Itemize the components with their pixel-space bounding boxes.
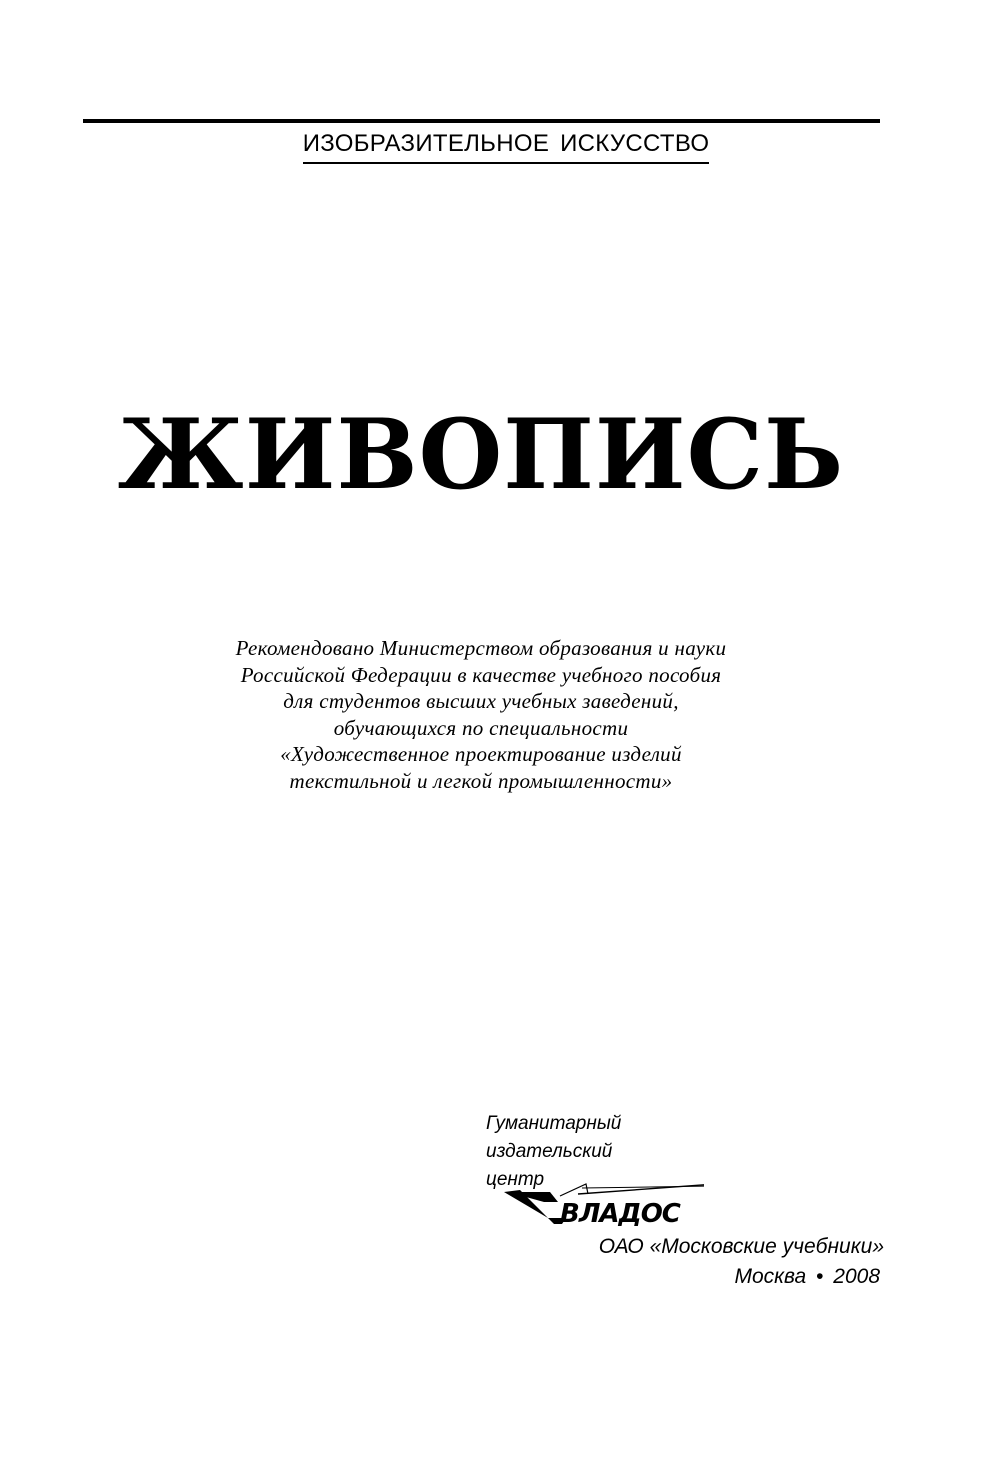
recommendation-line: для студентов высших учебных заведений,	[283, 689, 679, 713]
publisher-line: центр	[486, 1169, 545, 1190]
separator-dot: •	[816, 1265, 824, 1288]
company-name: ОАО «Московские учебники»	[598, 1235, 884, 1258]
vlados-logo	[504, 1182, 704, 1232]
year: 2008	[833, 1265, 880, 1288]
recommendation-block	[0, 635, 962, 794]
recommendation-line: Рекомендовано Министерством образования и науки	[235, 636, 727, 660]
top-rule	[83, 119, 880, 123]
recommendation-line: «Художественное проектирование изделий	[280, 742, 682, 766]
series-label: ИЗОБРАЗИТЕЛЬНОЕ ИСКУССТВО	[303, 128, 710, 164]
logo-text: ВЛАДОС	[560, 1199, 680, 1229]
publisher-line: издательский	[486, 1141, 613, 1162]
recommendation-line: Российской Федерации в качестве учебного пособия	[240, 662, 722, 687]
city: Москва	[734, 1265, 807, 1288]
book-title: ЖИВОПИСЬ	[117, 398, 845, 511]
publisher-line: Гуманитарный	[486, 1113, 622, 1134]
recommendation-line: текстильной и легкой промышленности»	[289, 768, 673, 793]
series-header	[0, 128, 1004, 164]
recommendation-line: обучающихся по специальности	[333, 715, 629, 740]
city-year	[734, 1262, 880, 1292]
publisher-block	[486, 1110, 886, 1229]
